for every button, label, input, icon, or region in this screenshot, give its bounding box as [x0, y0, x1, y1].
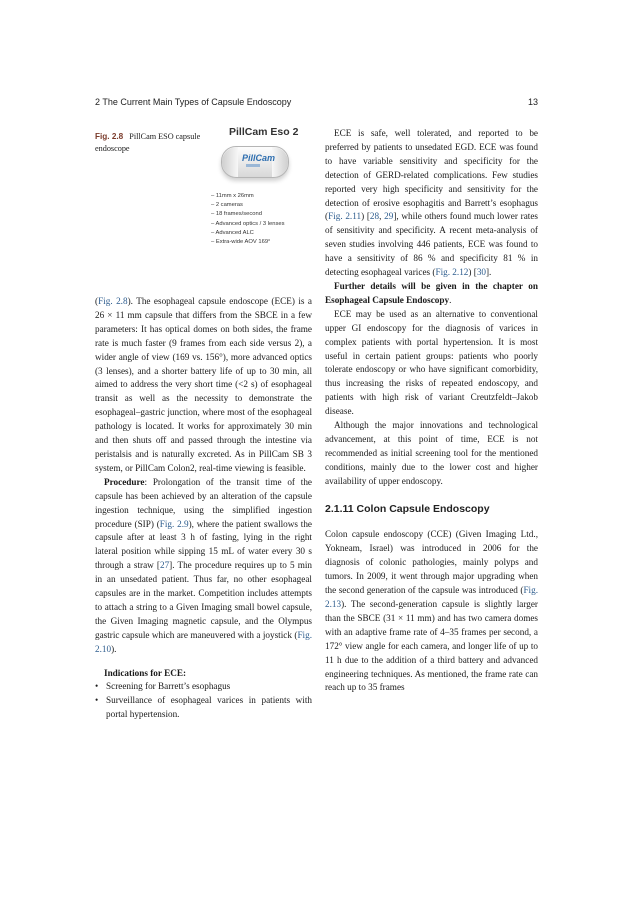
spec-item: – 2 cameras: [211, 201, 312, 210]
spec-item: – Extra-wide AOV 169°: [211, 238, 312, 247]
paragraph-ece-description: (Fig. 2.8). The esophageal capsule endoscope (ECE) is a 26 × 11 mm capsule that differs from the SBCE in a few parameters: It has optical domes on both sides, the frame rate is much faster (9 frames from each side versus 2), a wider angle of view (169 vs. 156°), more advanced optics (3 lenses), and a shorter battery life of up to 30 min, all aimed to address the very short time (<2 s) of esophageal transit as well as the necessity to demonstrate the esophageal–gastric junction, where most of the esophageal pathology is located. It works for approximately 30 min and then shuts off and passed through the intestine via peristalsis and is naturally excreted. As in PillCam SB 3 system, or PillCam Colon2, real-time viewing is feasible.: [95, 296, 312, 473]
figure-ref-link[interactable]: Fig. 2.13: [325, 585, 538, 609]
figure-caption: [95, 131, 205, 155]
paragraph-cce: [325, 528, 538, 695]
paragraph-text: ,: [379, 211, 385, 222]
capsule-picture: [221, 146, 289, 178]
citation-link[interactable]: 27: [159, 560, 170, 571]
figure-image-title: PillCam Eso 2: [229, 126, 299, 138]
paragraph-text: .: [449, 294, 452, 305]
figure-ref-link[interactable]: Fig. 2.12: [435, 267, 469, 278]
list-item: • Screening for Barrett’s esophagus: [95, 680, 312, 694]
paragraph-ece-safety: [325, 127, 538, 280]
citation-link[interactable]: 30: [476, 267, 486, 278]
figure-ref-link[interactable]: Fig. 2.11: [328, 211, 362, 222]
figure-spec-list: [211, 192, 312, 247]
header-page-number: 13: [527, 97, 538, 107]
citation-link[interactable]: 29: [384, 211, 394, 222]
capsule-dome-left: [222, 147, 238, 177]
bold-text: Further details will be given in the chapter on Esophageal Capsule Endoscopy: [325, 280, 538, 305]
indications-heading: Indications for ECE:: [104, 667, 187, 678]
section-heading: 2.1.11 Colon Capsule Endoscopy: [325, 502, 490, 515]
figure-image: [207, 126, 312, 276]
paragraph-text: ], while others found much lower rates of sensitivity and specificity. A recent meta-analysis of seven studies involving 446 patients, ECE was found to have a sensitivity of 86 % and specificity 81 % in detecting esophageal varices (: [325, 211, 538, 278]
header-chapter-title: 2 The Current Main Types of Capsule Endoscopy: [95, 97, 292, 107]
paragraph-text: ) [: [468, 267, 477, 278]
paragraph-text: ) [: [361, 211, 370, 222]
paragraph-text: ). The second-generation capsule is slightly larger than the SBCE (31 × 11 mm) and has two camera domes with an adaptive frame rate of 4–35 frames per second, a 172° view angle for each camera, and longer life of up to 11 h due to the addition of a third battery and advanced engineering techniques. As mentioned, the frame rate can reach up to 35 frames: [325, 599, 538, 693]
paragraph-text: ). The esophageal capsule endoscope (ECE) is a 26 × 11 mm capsule that differs from the SBCE in a few parameters: It has optical domes on both sides, the frame rate is much faster (9 frames from each side versus 2), a wider angle of view (169 vs. 156°), more advanced optics (3 lenses), and a shorter battery life of up to 30 min, all aimed to address the very short time (<2 s) of esophageal transit as well as the necessity to demonstrate the esophageal–gastric junction, where most of the esophageal pathology is located. It works for approximately 30 min and then shuts off and passed through the intestine via peristalsis and is naturally excreted. As in PillCam SB 3 system, or PillCam Colon2, real-time viewing is feasible.: [95, 296, 312, 473]
indications-list: [95, 680, 312, 722]
spec-item: – 18 frames/second: [211, 210, 312, 219]
left-column: [95, 295, 312, 722]
paragraph-ece-recommendation: Although the major innovations and technological advancement, at this point of time, ECE is not recommended as initial screening tool for the mentioned conditions, mainly due to the lower cost and higher availability of upper endoscopy.: [325, 420, 538, 486]
citation-link[interactable]: 28: [369, 211, 380, 222]
right-column: [325, 127, 538, 695]
figure-ref-link[interactable]: Fig. 2.8: [98, 296, 128, 306]
capsule-brand: PillCam: [242, 153, 276, 163]
paragraph-text: : Prolongation of the transit time of the capsule has been achieved by an alteration of the capsule ingestion technique, using the simplified ingestion procedure (SIP) (: [95, 476, 312, 529]
paragraph-ece-alternative: ECE may be used as an alternative to conventional upper GI endoscopy for the diagnosis of varices in complex patients with portal hypertension. It is most useful in certain patient groups: patients who poorly tolerate endoscopy or who have significant comorbidity, thus increasing the risks of repeated endoscopy, and patients with high risk of variant Creutzfeldt–Jakob disease.: [325, 308, 538, 417]
figure-ref-link[interactable]: Fig. 2.9: [159, 518, 189, 529]
paragraph-text: Colon capsule endoscopy (CCE) (Given Imaging Ltd., Yokneam, Israel) was introduced in 2006 for the diagnosis of colonic pathologies, mainly polyps and tumors. In 2009, it went through major upgrading when the second generation of the capsule was introduced (: [325, 529, 538, 596]
paragraph-text: ]. The procedure requires up to 5 min in an unsedated patient. Thus far, no other esophageal capsules are in the market. Competition includes attempts to attach a string to a Given Imaging small bowel capsule, the Given Imaging magnetic capsule, and the Olympus gastric capsule which are maneuvered with a joystick (: [95, 560, 313, 640]
figure-label: Fig. 2.8: [95, 132, 124, 141]
figure-caption-text: PillCam ESO capsule endoscope: [95, 132, 201, 153]
procedure-label: Procedure: [104, 476, 145, 487]
paragraph-text: ), where the patient swallows the capsule after at least 3 h of fasting, lying in the right lateral position while sipping 15 mL of water every 30 s through a straw [: [95, 518, 312, 571]
spec-item: – Advanced ALC: [211, 229, 312, 238]
capsule-brand-mark: [246, 164, 260, 167]
spec-item: – Advanced optics / 3 lenses: [211, 220, 312, 229]
paragraph-further-details: [325, 280, 538, 308]
paragraph-text: ].: [486, 267, 492, 278]
paragraph-text: ).: [111, 643, 117, 654]
figure-ref-link[interactable]: Fig. 2.10: [95, 629, 312, 654]
running-header: [95, 97, 538, 107]
list-item: • Surveillance of esophageal varices in patients with portal hypertension.: [95, 694, 312, 722]
paragraph-procedure: [95, 476, 312, 657]
spec-item: – 11mm x 26mm: [211, 192, 312, 201]
paragraph-text: ECE is safe, well tolerated, and reported to be preferred by patients to unsedated EGD. ECE was found to have variable sensitivity and specificity for the detection of GERD-related complications. Few studies reported very high specificity and sensitivity for the detection of erosive esophagitis and Barrett’s esophagus (: [325, 128, 538, 222]
